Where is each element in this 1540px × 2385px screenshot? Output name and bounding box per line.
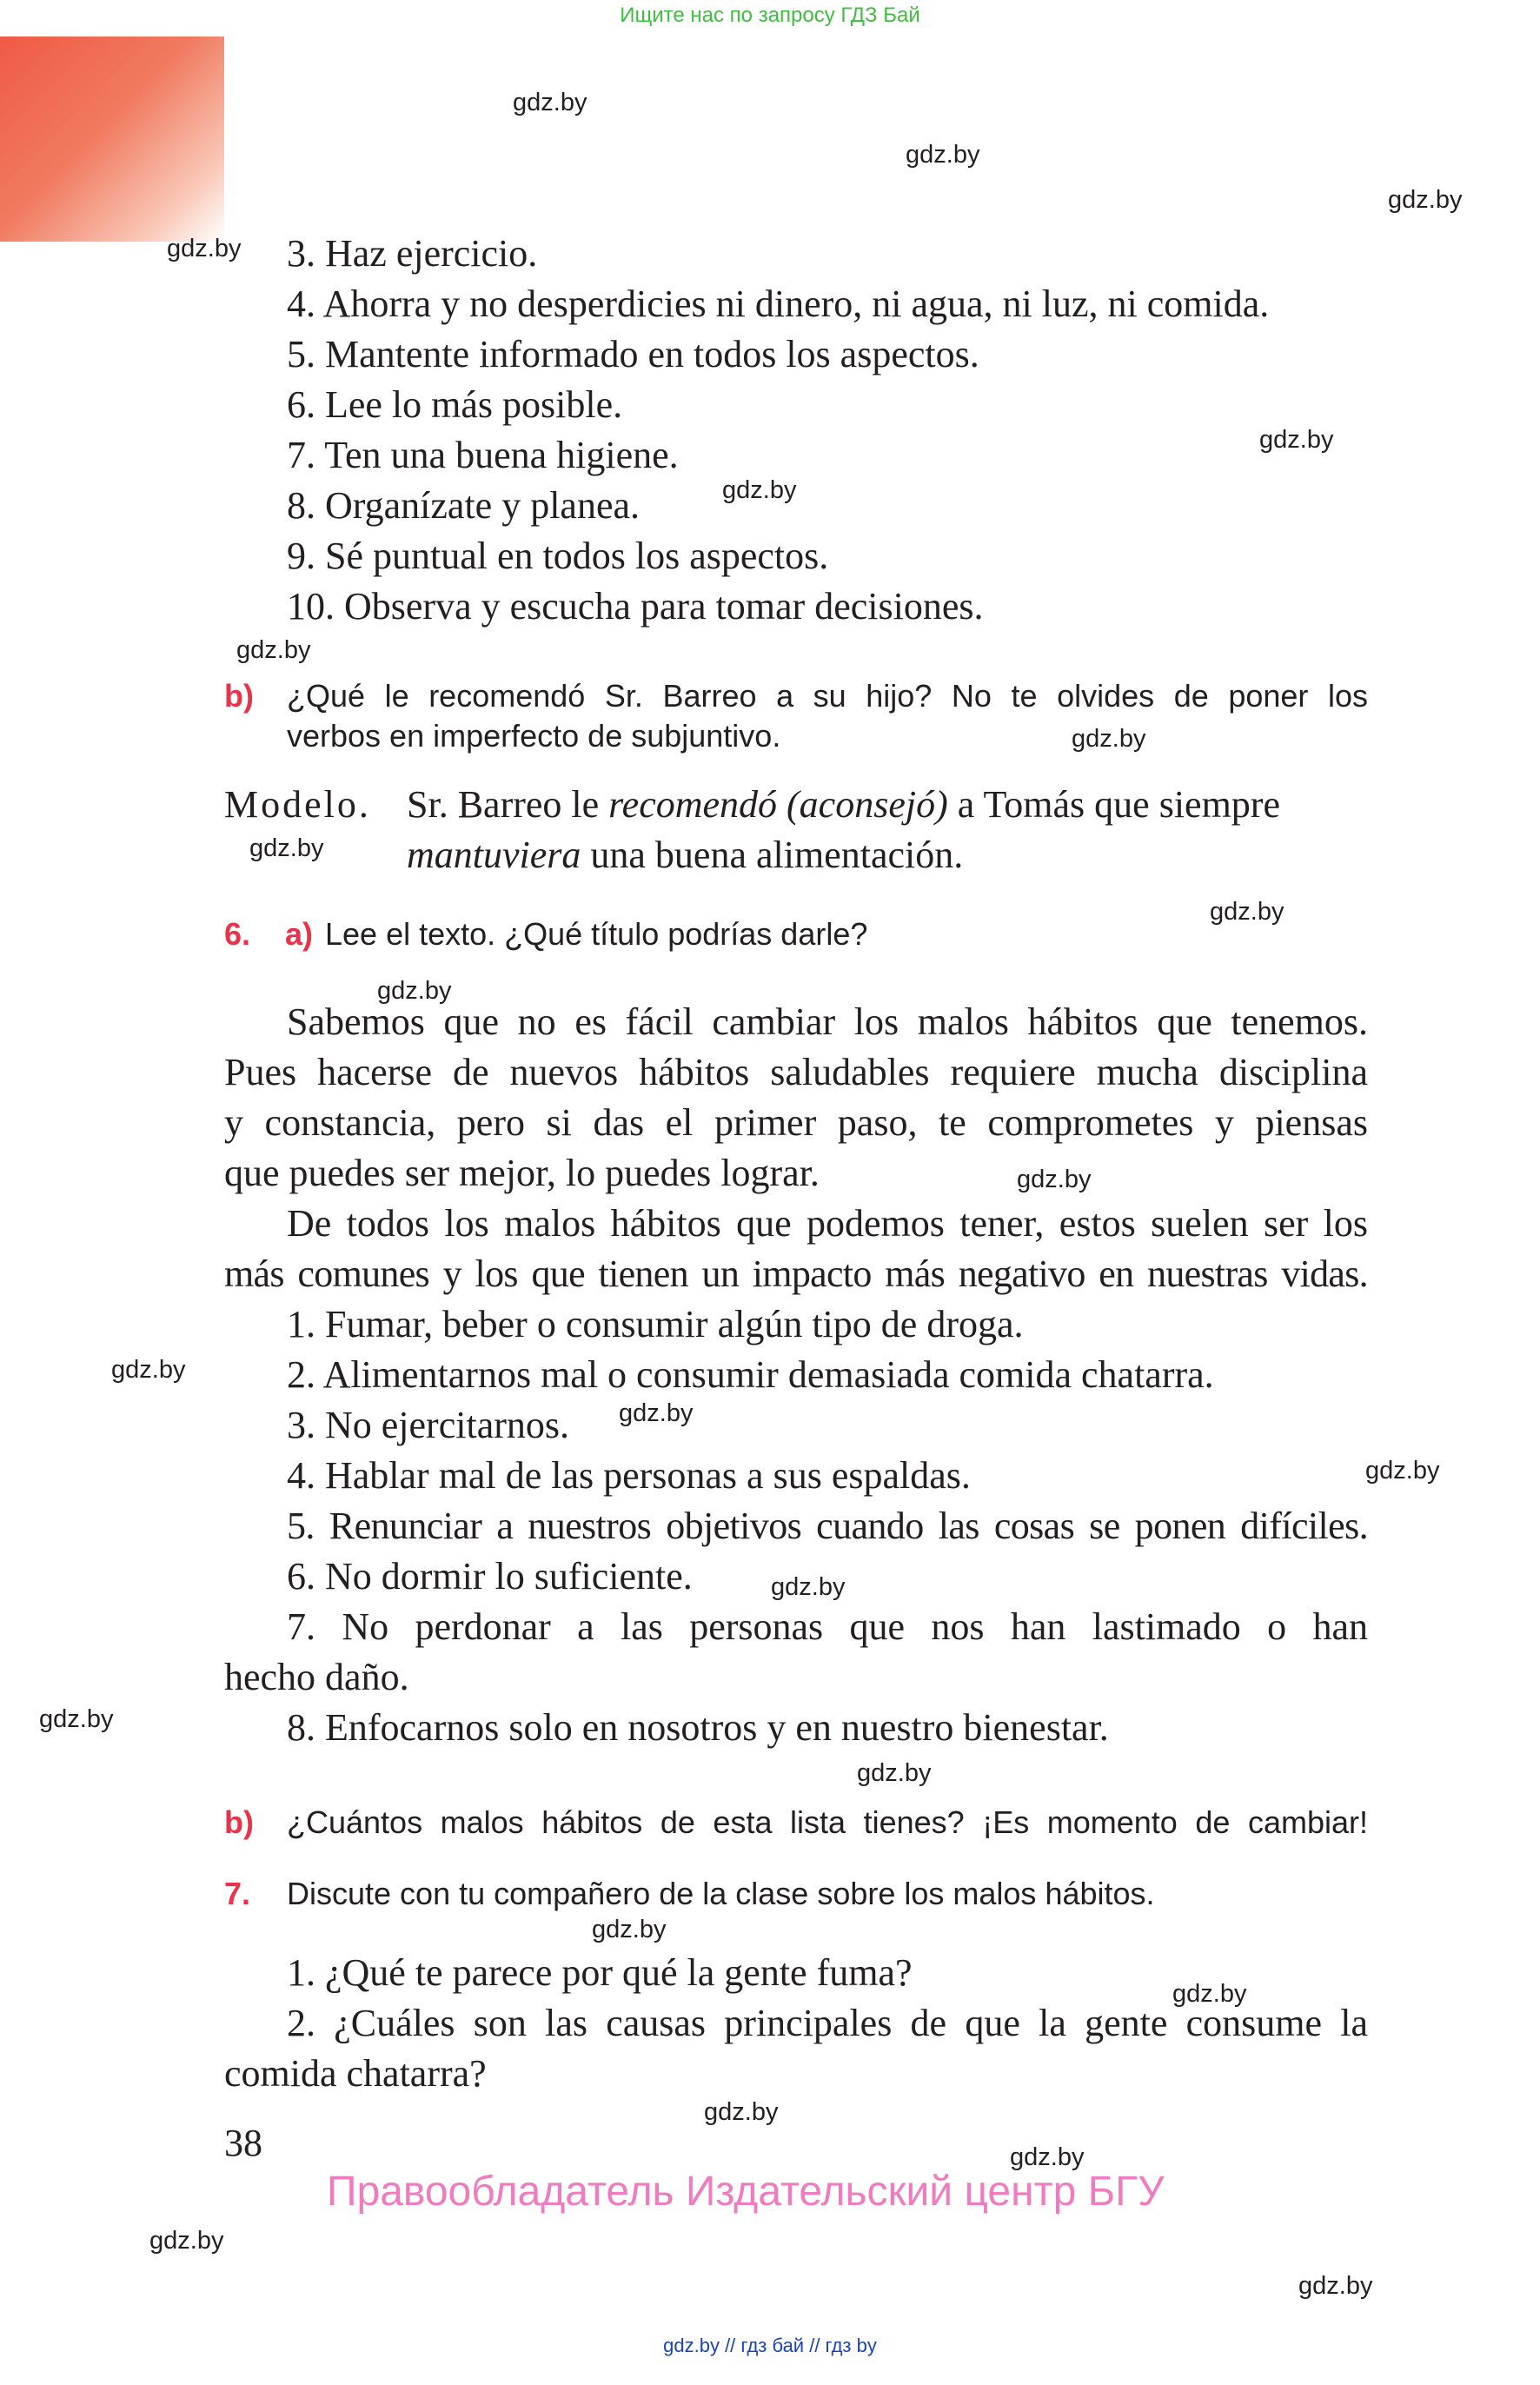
watermark: gdz.by bbox=[1010, 2143, 1085, 2171]
watermark: gdz.by bbox=[1388, 186, 1463, 214]
watermark: gdz.by bbox=[167, 235, 242, 262]
watermark: gdz.by bbox=[236, 636, 311, 664]
task-text: Lee el texto. ¿Qué título podrías darle? bbox=[325, 916, 868, 952]
list-item: 3. No ejercitarnos. bbox=[287, 1404, 569, 1446]
paragraph-line: y constancia, pero si das el primer paso, te comprometes y piensas bbox=[224, 1101, 1368, 1144]
list-item: 4. Hablar mal de las personas a sus espaldas. bbox=[287, 1454, 971, 1497]
list-item: 8. Enfocarnos solo en nosotros y en nuestro bienestar. bbox=[287, 1706, 1109, 1749]
top-banner: Ищите нас по запросу ГДЗ Бай bbox=[620, 3, 920, 27]
page-number: 38 bbox=[224, 2122, 262, 2164]
list-item: 8. Organízate y planea. bbox=[287, 484, 641, 527]
watermark: gdz.by bbox=[249, 834, 324, 862]
footer-links[interactable]: gdz.by // гдз бай // гдз by bbox=[663, 2335, 877, 2356]
task-marker: b) bbox=[224, 1804, 254, 1840]
paragraph-line: Sabemos que no es fácil cambiar los malos hábitos que tenemos. bbox=[287, 1000, 1368, 1043]
list-item: 7. No perdonar a las personas que nos han lastimado o han bbox=[287, 1605, 1368, 1648]
task-text: verbos en imperfecto de subjuntivo. bbox=[287, 718, 781, 754]
watermark: gdz.by bbox=[1172, 1980, 1247, 2008]
watermark: gdz.by bbox=[771, 1573, 846, 1601]
task-number: 7. bbox=[224, 1876, 251, 1911]
corner-decoration bbox=[0, 37, 224, 242]
paragraph-line: De todos los malos hábitos que podemos tener, estos suelen ser los bbox=[287, 1202, 1368, 1245]
list-item: 1. ¿Qué te parece por qué la gente fuma? bbox=[287, 1951, 913, 1994]
modelo-line-1: Sr. Barreo le recomendó (aconsejó) a Tomás que siempre bbox=[407, 783, 1280, 826]
watermark: gdz.by bbox=[1365, 1457, 1440, 1485]
watermark: gdz.by bbox=[704, 2098, 779, 2126]
list-item: 4. Ahorra y no desperdicies ni dinero, ni agua, ni luz, ni comida. bbox=[287, 282, 1270, 325]
watermark: gdz.by bbox=[857, 1759, 932, 1787]
watermark: gdz.by bbox=[722, 476, 797, 504]
paragraph-line: Pues hacerse de nuevos hábitos saludables requiere mucha disciplina bbox=[224, 1051, 1368, 1093]
paragraph-line: que puedes ser mejor, lo puedes lograr. bbox=[224, 1152, 820, 1194]
paragraph-line: más comunes y los que tienen un impacto más negativo en nuestras vidas. bbox=[224, 1252, 1368, 1295]
watermark: gdz.by bbox=[377, 977, 452, 1005]
watermark: gdz.by bbox=[1017, 1166, 1092, 1193]
watermark: gdz.by bbox=[1210, 898, 1284, 926]
task-marker: a) bbox=[285, 916, 314, 952]
list-item: 6. Lee lo más posible. bbox=[287, 383, 623, 426]
watermark: gdz.by bbox=[111, 1356, 186, 1384]
watermark: gdz.by bbox=[1298, 2272, 1373, 2300]
task-marker: b) bbox=[224, 678, 254, 714]
list-item: comida chatarra? bbox=[224, 2052, 487, 2095]
watermark: gdz.by bbox=[619, 1399, 694, 1427]
task-number: 6. bbox=[224, 916, 251, 952]
task-text: ¿Qué le recomendó Sr. Barreo a su hijo? No te olvides de poner los bbox=[287, 678, 1368, 714]
task-text: ¿Cuántos malos hábitos de esta lista tienes? ¡Es momento de cambiar! bbox=[287, 1804, 1368, 1840]
list-item: 6. No dormir lo suficiente. bbox=[287, 1555, 693, 1598]
list-item: 2. Alimentarnos mal o consumir demasiada comida chatarra. bbox=[287, 1353, 1214, 1396]
copyright-notice: Правообладатель Издательский центр БГУ bbox=[327, 2169, 1165, 2215]
watermark: gdz.by bbox=[149, 2227, 224, 2255]
task-text: Discute con tu compañero de la clase sobre los malos hábitos. bbox=[287, 1876, 1155, 1911]
watermark: gdz.by bbox=[513, 89, 587, 116]
watermark: gdz.by bbox=[39, 1705, 114, 1733]
watermark: gdz.by bbox=[592, 1916, 667, 1943]
list-item: hecho daño. bbox=[224, 1656, 409, 1698]
list-item: 1. Fumar, beber o consumir algún tipo de droga. bbox=[287, 1303, 1024, 1345]
watermark: gdz.by bbox=[906, 141, 980, 169]
list-item: 10. Observa y escucha para tomar decisiones. bbox=[287, 585, 984, 628]
modelo-line-2: mantuviera una buena alimentación. bbox=[407, 834, 964, 876]
list-item: 5. Mantente informado en todos los aspectos. bbox=[287, 333, 979, 375]
list-item: 5. Renunciar a nuestros objetivos cuando las cosas se ponen difíciles. bbox=[287, 1505, 1368, 1547]
watermark: gdz.by bbox=[1259, 426, 1334, 454]
list-item: 7. Ten una buena higiene. bbox=[287, 434, 679, 476]
list-item: 2. ¿Cuáles son las causas principales de que la gente consume la bbox=[287, 2002, 1368, 2044]
modelo-label: Modelo. bbox=[224, 783, 371, 826]
list-item: 9. Sé puntual en todos los aspectos. bbox=[287, 535, 829, 577]
list-item: 3. Haz ejercicio. bbox=[287, 232, 538, 275]
watermark: gdz.by bbox=[1072, 725, 1146, 753]
